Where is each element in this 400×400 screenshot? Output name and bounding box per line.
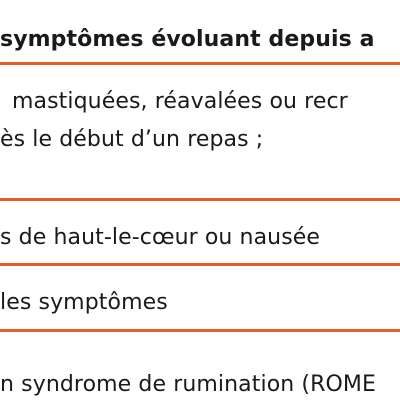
table-row-line: mastiquées, réavalées ou recr (12, 89, 348, 114)
table-row-line: ès le début d’un repas ; (0, 127, 264, 152)
table-rule (0, 62, 400, 65)
table-rule (0, 263, 400, 266)
table-header-text: symptômes évoluant depuis a (0, 27, 375, 52)
table-rule (0, 329, 400, 332)
table-rule (0, 198, 400, 201)
footer-text: n syndrome de rumination (ROME (0, 372, 376, 397)
table-row-line: s de haut-le-cœur ou nausée (0, 225, 321, 250)
table-row-line: les symptômes (0, 290, 168, 315)
